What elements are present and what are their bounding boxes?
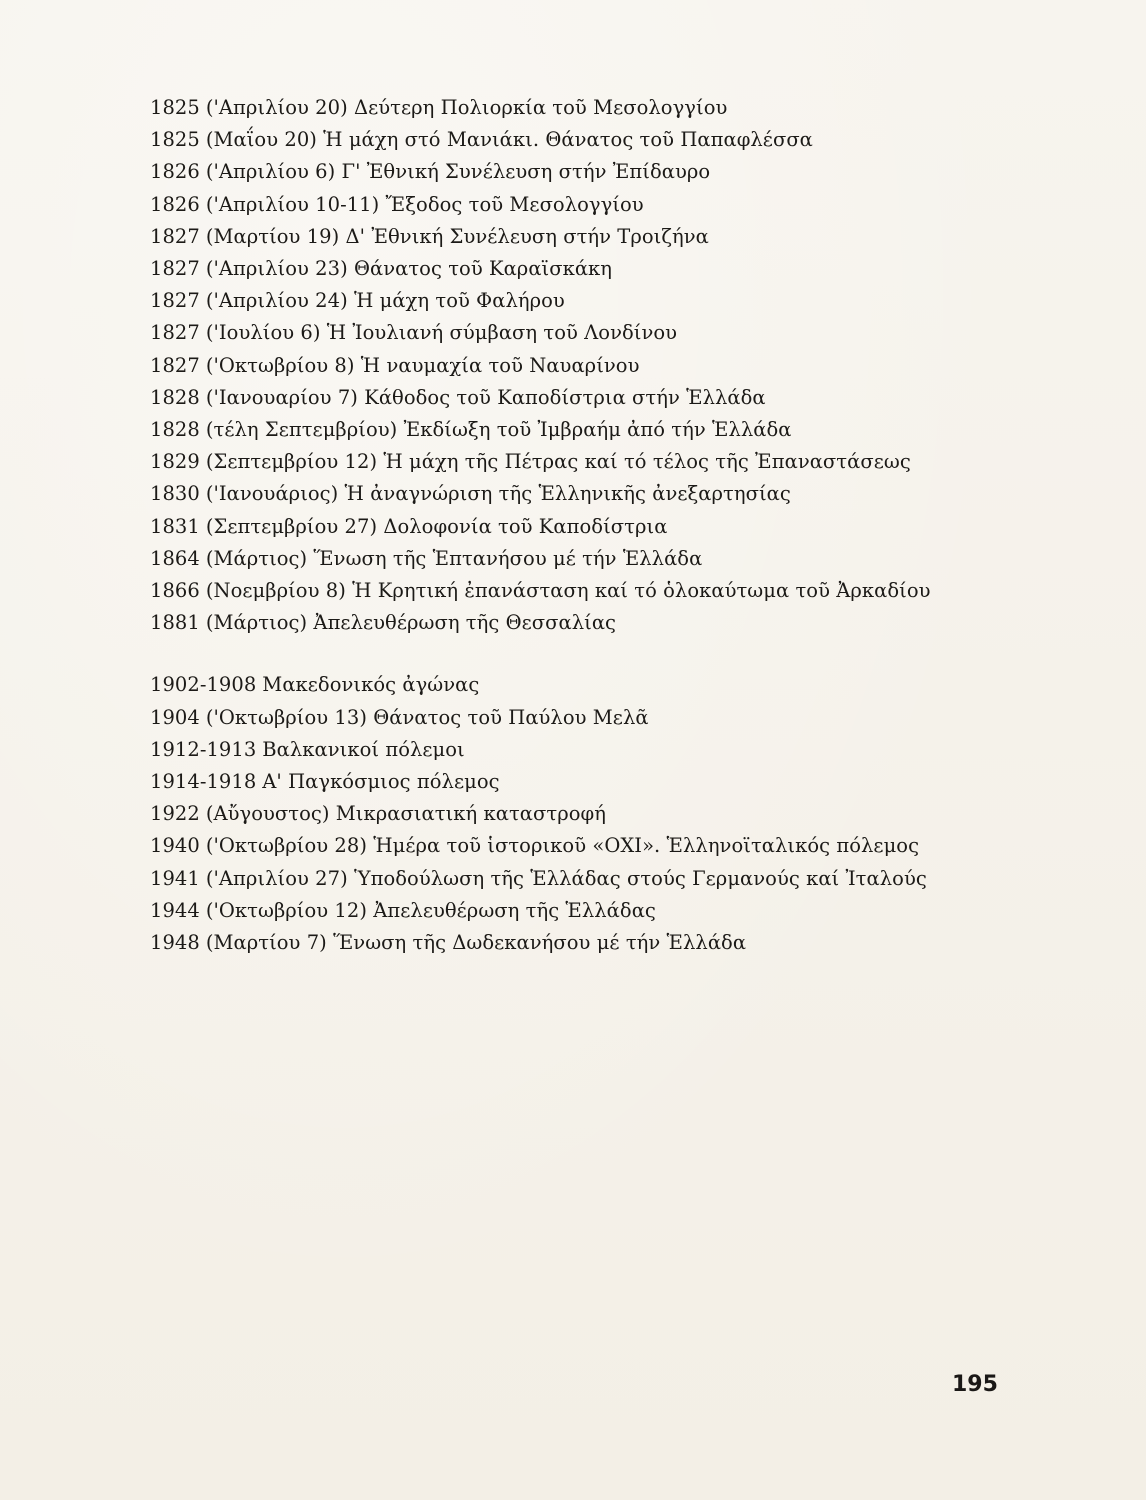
chronology-entry [150, 734, 982, 766]
chronology-entry [150, 446, 982, 478]
entry-year: 1941 [150, 866, 200, 890]
chronology-entry [150, 607, 982, 639]
entry-text: ('Οκτωβρίου 13) Θάνατος τοῦ Παύλου Μελᾶ [205, 705, 649, 729]
chronology-entry [150, 927, 982, 959]
chronology-list [150, 92, 982, 959]
entry-text: (Μαρτίου 7) Ἕνωση τῆς Δωδεκανήσου μέ τήν Ἑλλάδα [205, 931, 747, 955]
chronology-entry [150, 414, 982, 446]
entry-text: ('Οκτωβρίου 28) Ἡμέρα τοῦ ἱστορικοῦ «ΟΧΙ». Ἑλληνοϊταλικός πόλεμος [205, 834, 920, 858]
entry-text: ('Οκτωβρίου 8) Ἡ ναυμαχία τοῦ Ναυαρίνου [205, 353, 640, 377]
chronology-entry [150, 350, 982, 382]
entry-text: ('Οκτωβρίου 12) Ἀπελευθέρωση τῆς Ἑλλάδας [205, 898, 656, 922]
entry-text: ('Απριλίου 6) Γ' Ἐθνική Συνέλευση στήν Ἐπίδαυρο [205, 160, 711, 184]
entry-year: 1948 [150, 931, 200, 955]
entry-year: 1827 [150, 321, 200, 345]
entry-text: (τέλη Σεπτεμβρίου) Ἐκδίωξη τοῦ Ἰμβραήμ ἀπό τήν Ἑλλάδα [205, 418, 792, 442]
chronology-entry [150, 253, 982, 285]
entry-text: (Σεπτεμβρίου 27) Δολοφονία τοῦ Καποδίστρια [205, 514, 668, 538]
entry-year: 1902-1908 [150, 673, 257, 697]
entry-text: Μακεδονικός ἀγώνας [262, 673, 480, 697]
entry-year: 1827 [150, 289, 200, 313]
entry-year: 1922 [150, 802, 200, 826]
entry-year: 1828 [150, 418, 200, 442]
entry-year: 1831 [150, 514, 200, 538]
entry-text: ('Απριλίου 24) Ἡ μάχη τοῦ Φαλήρου [205, 289, 565, 313]
chronology-entry [150, 830, 982, 862]
chronology-entry [150, 669, 982, 701]
chronology-entry [150, 798, 982, 830]
chronology-entry [150, 511, 982, 543]
entry-year: 1912-1913 [150, 737, 257, 761]
chronology-entry [150, 863, 982, 895]
entry-year: 1825 [150, 128, 200, 152]
chronology-entry [150, 189, 982, 221]
chronology-entry [150, 382, 982, 414]
entry-text: ('Ιουλίου 6) Ἡ Ἰουλιανή σύμβαση τοῦ Λονδίνου [205, 321, 678, 345]
entry-text: (Μάρτιος) Ἀπελευθέρωση τῆς Θεσσαλίας [205, 611, 617, 635]
entry-text: ('Ιανουαρίου 7) Κάθοδος τοῦ Καποδίστρια στήν Ἑλλάδα [205, 385, 766, 409]
entry-year: 1940 [150, 834, 200, 858]
entry-year: 1830 [150, 482, 200, 506]
chronology-entry [150, 575, 982, 607]
chronology-entry [150, 285, 982, 317]
page-number: 195 [952, 1372, 998, 1397]
entry-year: 1826 [150, 192, 200, 216]
entry-year: 1828 [150, 385, 200, 409]
entry-year: 1827 [150, 224, 200, 248]
entry-text: (Αὔγουστος) Μικρασιατική καταστροφή [205, 802, 606, 826]
chronology-entry [150, 156, 982, 188]
entry-text: ('Απριλίου 27) Ὑποδούλωση τῆς Ἑλλάδας στούς Γερμανούς καί Ἰταλούς [205, 866, 927, 890]
chronology-entry [150, 124, 982, 156]
entry-year: 1866 [150, 579, 200, 603]
entry-text: (Σεπτεμβρίου 12) Ἡ μάχη τῆς Πέτρας καί τό τέλος τῆς Ἐπαναστάσεως [205, 450, 911, 474]
entry-year: 1826 [150, 160, 200, 184]
section-gap [150, 639, 982, 669]
entry-year: 1944 [150, 898, 200, 922]
chronology-entry [150, 766, 982, 798]
chronology-entry [150, 317, 982, 349]
entry-text: (Μάρτιος) Ἕνωση τῆς Ἑπτανήσου μέ τήν Ἑλλάδα [205, 546, 703, 570]
entry-year: 1881 [150, 611, 200, 635]
chronology-entry [150, 543, 982, 575]
chronology-entry [150, 478, 982, 510]
entry-text: ('Απριλίου 23) Θάνατος τοῦ Καραϊσκάκη [205, 257, 613, 281]
entry-text: ('Ιανουάριος) Ἡ ἀναγνώριση τῆς Ἑλληνικῆς ἀνεξαρτησίας [205, 482, 791, 506]
chronology-entry [150, 92, 982, 124]
entry-text: (Μαρτίου 19) Δ' Ἐθνική Συνέλευση στήν Τροιζήνα [205, 224, 709, 248]
chronology-entry [150, 221, 982, 253]
chronology-entry [150, 895, 982, 927]
entry-text: ('Απριλίου 10-11) Ἔξοδος τοῦ Μεσολογγίου [205, 192, 644, 216]
entry-text: Α' Παγκόσμιος πόλεμος [262, 770, 500, 794]
entry-year: 1864 [150, 546, 200, 570]
entry-text: Βαλκανικοί πόλεμοι [262, 737, 465, 761]
entry-text: ('Απριλίου 20) Δεύτερη Πολιορκία τοῦ Μεσολογγίου [205, 96, 728, 119]
entry-year: 1827 [150, 257, 200, 281]
entry-year: 1904 [150, 705, 200, 729]
entry-year: 1825 [150, 96, 200, 119]
entry-text: (Νοεμβρίου 8) Ἡ Κρητική ἐπανάσταση καί τό ὁλοκαύτωμα τοῦ Ἀρκαδίου [205, 579, 931, 603]
entry-year: 1827 [150, 353, 200, 377]
entry-year: 1829 [150, 450, 200, 474]
entry-year: 1914-1918 [150, 770, 257, 794]
entry-text: (Μαΐου 20) Ἡ μάχη στό Μανιάκι. Θάνατος τοῦ Παπαφλέσσα [205, 128, 813, 152]
chronology-entry [150, 702, 982, 734]
